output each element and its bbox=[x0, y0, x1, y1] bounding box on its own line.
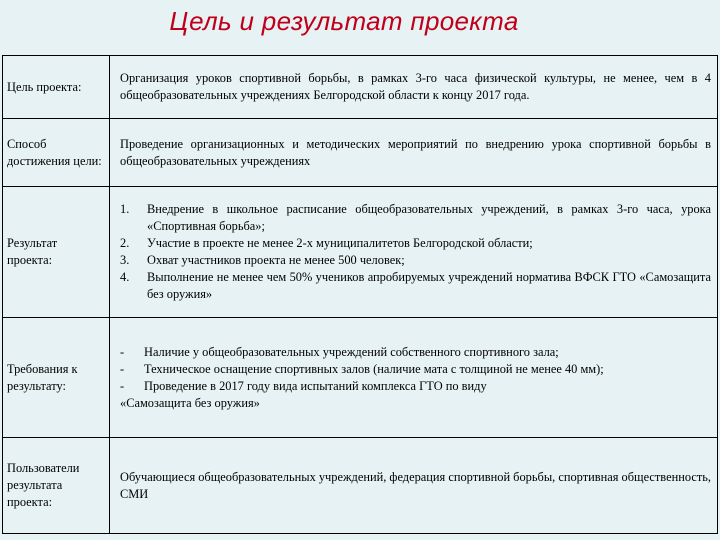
table-row-goal bbox=[3, 56, 718, 119]
list-item: 1. Внедрение в школьное расписание общеобразовательных учреждений, в рамках 3-го часа, урока «Спортивная борьба»; bbox=[120, 202, 711, 233]
table-row-users bbox=[3, 438, 718, 534]
table-row-method bbox=[3, 119, 718, 187]
table-row-requirements bbox=[3, 318, 718, 438]
list-item-continuation: «Самозащита без оружия» bbox=[120, 395, 260, 410]
row-content-users: Обучающиеся общеобразовательных учреждений, федерация спортивной борьбы, спортивная общественность, СМИ bbox=[110, 438, 718, 534]
project-table bbox=[2, 55, 718, 534]
list-item: - Техническое оснащение спортивных залов (наличие мата с толщиной не менее 40 мм); bbox=[120, 361, 604, 376]
list-item: - Наличие у общеобразовательных учреждений собственного спортивного зала; bbox=[120, 344, 559, 359]
row-content-result bbox=[110, 187, 718, 318]
row-content-goal: Организация уроков спортивной борьбы, в рамках 3-го часа физической культуры, не менее, чем в 4 общеобразовательных учреждениях Белгородской области к концу 2017 года. bbox=[110, 56, 718, 119]
row-content-requirements bbox=[110, 318, 718, 438]
list-item: 4. Выполнение не менее чем 50% учеников апробируемых учреждений норматива ВФСК ГТО «Самозащита без оружия» bbox=[120, 270, 711, 301]
list-item: - Проведение в 2017 году вида испытаний комплекса ГТО по виду bbox=[120, 378, 487, 393]
row-label-method: Способ достижения цели: bbox=[3, 119, 110, 187]
row-content-method: Проведение организационных и методических мероприятий по внедрению урока спортивной борьбы в общеобразовательных учреждениях bbox=[110, 119, 718, 187]
row-label-result: Результат проекта: bbox=[3, 187, 110, 318]
row-label-goal: Цель проекта: bbox=[3, 56, 110, 119]
list-item: 2. Участие в проекте не менее 2-х муниципалитетов Белгородской области; bbox=[120, 236, 533, 250]
list-item: 3. Охват участников проекта не менее 500 человек; bbox=[120, 253, 405, 267]
row-label-users: Пользователи результата проекта: bbox=[3, 438, 110, 534]
row-label-requirements: Требования к результату: bbox=[3, 318, 110, 438]
result-list bbox=[120, 201, 711, 303]
table-row-result bbox=[3, 187, 718, 318]
page-title: Цель и результат проекта bbox=[169, 6, 519, 36]
